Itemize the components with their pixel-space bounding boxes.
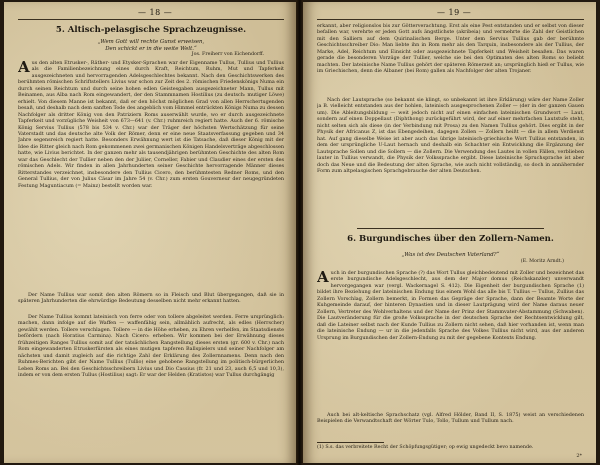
- left-page: [4, 2, 296, 463]
- header-rule: [317, 19, 584, 20]
- paragraph-text: uch in der burgundischen Sprache (?) das Wort Tullus gleichbedeutend mit Zoller und bezeichnet das erste burgundische Adelsgeschlecht, aus dem der Major domus (Reichskanzler) unverwandt hervorgegangen war (vergl. Wackernagel S. 412). Die Eigenheit der burgundischen Sprache (1) bildet ihre Beziehung der lateinischen Endung tius einem Wohl das alle bis T. Tullius — Tullus, Zullius das Zollern Vorschlag, Zollern bemerkt, in Formen das Gepräge der Sprache, dann der Beamte Worte der Kuhgemeinde darauf, der hinteren Dynastien und in dieser Lautprägung wird der Name daraus neuer Zollern, Vertreter des Wohlverhaltens und der Name der Prinz der Stammvater-Abstammung (Schwaben). Die Lautveränderung für die große Volkssprache in der deutschen Sprache der Rechtsentwicklung gilt, daß die Lateiner selbst nach der Kunde Tullius zu Zollern nicht sehen, daß hier vorhanden ist, wenn man die lateinische Endung — ur in die jedenfalls Sprache des Volkes Tullius nicht wird, aus der anderen Ursprung im Burgundischen der Zollern-Endung zu mit der gegebene Kontexts Endung.: [317, 270, 584, 341]
- signature-mark: 2*: [576, 453, 582, 459]
- body-paragraph: Nach der Lautsprache (so bekannt sie klingt, so unbekannt ist ihre Erklärung) wäre der Name Zoller ja B. vielleicht entstanden aus der hohlen, lateinisch ausgesprochenen Zoller — (der in der ganzen Gauen um). Die Ableitungsbildung — weit jedoch nicht auf einen einfachen lateinischen Grundwort — Laut, sondern auf einen Doppellaut (Diphthong) zurückgeführt wird, der auf einer mehrfachen Lautstufe steht, nicht selten sich als diese (in der Verbindung mit Prosa) zu den Namen Tullius gehört. Dies ergibt in der Physik der Africanus Z, ist das Ebengedeihen, dagegen Zollen — Zollern heißt — die in allem Verdienst hat. Auf gang dieselbe Weise ist aber auch das übrige lateinisch-griechische Wort Tullius entstanden, in dem der ursprüngliche U-Laut hernach und deshalb ein Schachter ein Entwicklung die Ergänzung der Lautsprache Sollen und die Sollern — die Zollern. Die Verwendung des Lautes in vollen Fällen, verblieben lauter in Tullius verwandt, die Physik der Volkssprache ergibt. Diese lateinische Spruchsprache ist aber doch das Neue und die Bedeutung der alten Sprache, wie auch nicht vollständig, so doch in annähernder Form zum altpelasgischen Sprachgebrauche der alten Deutschen.: [317, 97, 584, 174]
- book-gutter: [296, 0, 303, 465]
- header-rule: [18, 19, 284, 20]
- section-divider: [357, 228, 544, 229]
- motto: „Wem Gott will rechte Gunst erweisen, Den schickt er in die weite Welt.“: [97, 39, 205, 52]
- drop-cap: A: [317, 270, 329, 286]
- motto-attribution: (E. Moritz Arndt.): [520, 258, 564, 264]
- section-heading: 5. Altisch-pelasgische Sprachzeugnisse.: [55, 25, 247, 35]
- motto: „Was ist des Deutschen Vaterland?“: [401, 252, 500, 258]
- page-number: — 19 —: [437, 8, 472, 17]
- body-paragraph: Auch bei alt-keltische Sprachschatz (vgl. Alfred Hölder, Band II, S. 1875) weist an verschiedenen Beispielen die Verwandtschaft der Wörter Tulo, Tollo, Tullum und Tullum nach.: [317, 412, 584, 425]
- motto-attribution: Jos. Freiherr von Eichendorff.: [191, 52, 264, 58]
- footnote: (1) S.s. das verbreitete Recht der Schöpfungsgütiger; op ewig ungedeckt bevo namende.: [317, 445, 534, 450]
- body-paragraph: erkannt, aber religionslos bis zur Götterverachtung. Erst als eine Pest entstanden und er selbst von dieser befallen war, verehrte er jeden Gott aufs ängstlichste (akribeia) und vermehrte die Zahl der Geistlichen mit den Salliern auf dem Quirinalischen Berge. Unter dem Servius Tullius gab der berühmte Geschichtsschreiber Dio: Man liebte ihn in Rom mehr als den Tarquin, insbesondere als der Tullius, der Marke, Adel, Reichtum und Einsicht oder ausgezeichnete Tapferkeit und Weisheit besaßen. Das waren gerade die besonderen Vorzüge der Tullier, welche sie bei den Optimaten des alten Roms so beliebt machten. Der lateinische Name Tullius gehört der späteren Römerzeit an; ursprünglich hieß er Tullus, wie im Griechischen, denn die Albaner (bei Rom) gallen als Nachfolger der alten Trojaner.: [317, 23, 584, 75]
- right-page: [303, 2, 596, 463]
- section-heading: 6. Burgundisches über den Zollern-Namen.: [347, 234, 554, 244]
- body-paragraph: [317, 270, 584, 341]
- footnote-rule: [317, 442, 384, 443]
- page-number: — 18 —: [138, 8, 173, 17]
- paragraph-text: us den alten Etrusker-, Räther- und Etysker-Sprachen war der Eigenname Tullus, Tullius und Tullius als die Familienbezeichnung eines durch Kraft, Reichtum, Ruhm, Mut und Tapferkeit ausgezeichneten und hervorragenden Adelsgeschlechtes bekannt. Nach den Geschichtswerken des berühmten römischen Schriftstellers Livius war schon zur Zeit des 2. römischen Friedenskönigs Numa ein durch seinen Reichtum und durch seine hohen edlen Geistesgaben ausgezeichneter Mann, Tullus mit Beinamen, aus Alba nach Rom eingewandert, der den Stammnamen Hostilius (zu deutsch: mutiger Löwe) erhielt. Von diesem Manne ist bekannt, daß er den höchst möglichen Grad von allen Herrschertugenden besaß, und deshalb nach dem sanften Tode des angeblich vom Himmel entrückten Königs Numa zu dessen Nachfolger als dritter König von den Patriziern Roms auserwählt wurde, wo er durch ausgezeichnete Tapferkeit und vorzügliche Weisheit von 673—641 (v. Chr.) ruhmreich regiert hatte. Auch der 6. römische König Servius Tullius (578 bis 534 v. Chr.) war der Träger der höchsten Wertschätzung für seine Vaterstadt und das deutsche alte Volk der Römer, denn er eine neue Staatsverfassung gegeben und 34 Jahre segensreich regiert hatte. Besonders Erwähnung wert ist die Tatsache, daß dieser König mit der Idee die Ritter gleich nach Rom gekommenen zwei germanischen Königen Handelsverträge abgeschlossen hatte, wie Livius berichtet. In der ganzen mehr als tausendjährigen berühmten Geschichte des alten Rom war das Geschlecht der Tullier neben den der Juliier, Corneller, Fabier und Claudier eines der ersten des römischen Adels. Wir finden in allen Jahrhunderten seiner Geschichte hervorragende Männer dieses Ritterstandes verzeichnet, insbesondere den Tullius Cicero, den berühmtesten Redner Roms, und den General Tullius, der von Julius Cäsar im Jahre 54 (v. Chr.) zum ersten Gouverneur der neugegründeten Festung Maguntiacum (= Mainz) bestellt worden war.: [18, 60, 284, 189]
- body-paragraph: [18, 60, 284, 189]
- body-paragraph: Der Name Tullius kommt lateinisch von ferre oder von tollere abgeleitet werden. Ferre ursprünglich: machen, dann infolge auf die Waffen — waffenfähig sein, allmählich aufrecht, als edles (Herrscher) gewählt werden. Tollere verschlagen. Tollere — in die Höhe erheben, zu Ehren verhelfen, im Staatsdienste befördern (nach Horatius Carmina). Nach Cicero: erheben. Wir kommen bei der Erwähnung dieses frühzeitigen Ranges Tullius somit auf der tatsächlichen Rangstellung dieses ersten (gr. 600 v. Chr.) nach Rom eingewanderten Etruskerfürsten als eines mutigen tapferen Ballspielers und seiner Nachfolger am nächsten und damit zugleich auf die richtige Zahl der Erklärung des Zollernnamens. Denn nach den Ruhmes-Berichten gibt der Name Tullius (Tullio) eine gehobene Rangstellung im politisch-bürgerlichen Leben Roms an. Bei den Geschichtsschreibern Livius und Dio Cassius (fr. 21 und 23, auch 6,5 und 10,3), indem er von dem ersten Tullus (Hostilius) sagt: Er war der Helden (Kratistos) war Tullus durchgängig: [18, 314, 284, 379]
- body-paragraph: Der Name Tullius war somit den alten Römern so in Fleisch und Blut übergegangen, daß sie in späteren Jahrhunderten die ehrwürdige Bedeutung desselben nicht mehr erkannt hatten.: [18, 292, 284, 305]
- drop-cap: A: [18, 60, 30, 76]
